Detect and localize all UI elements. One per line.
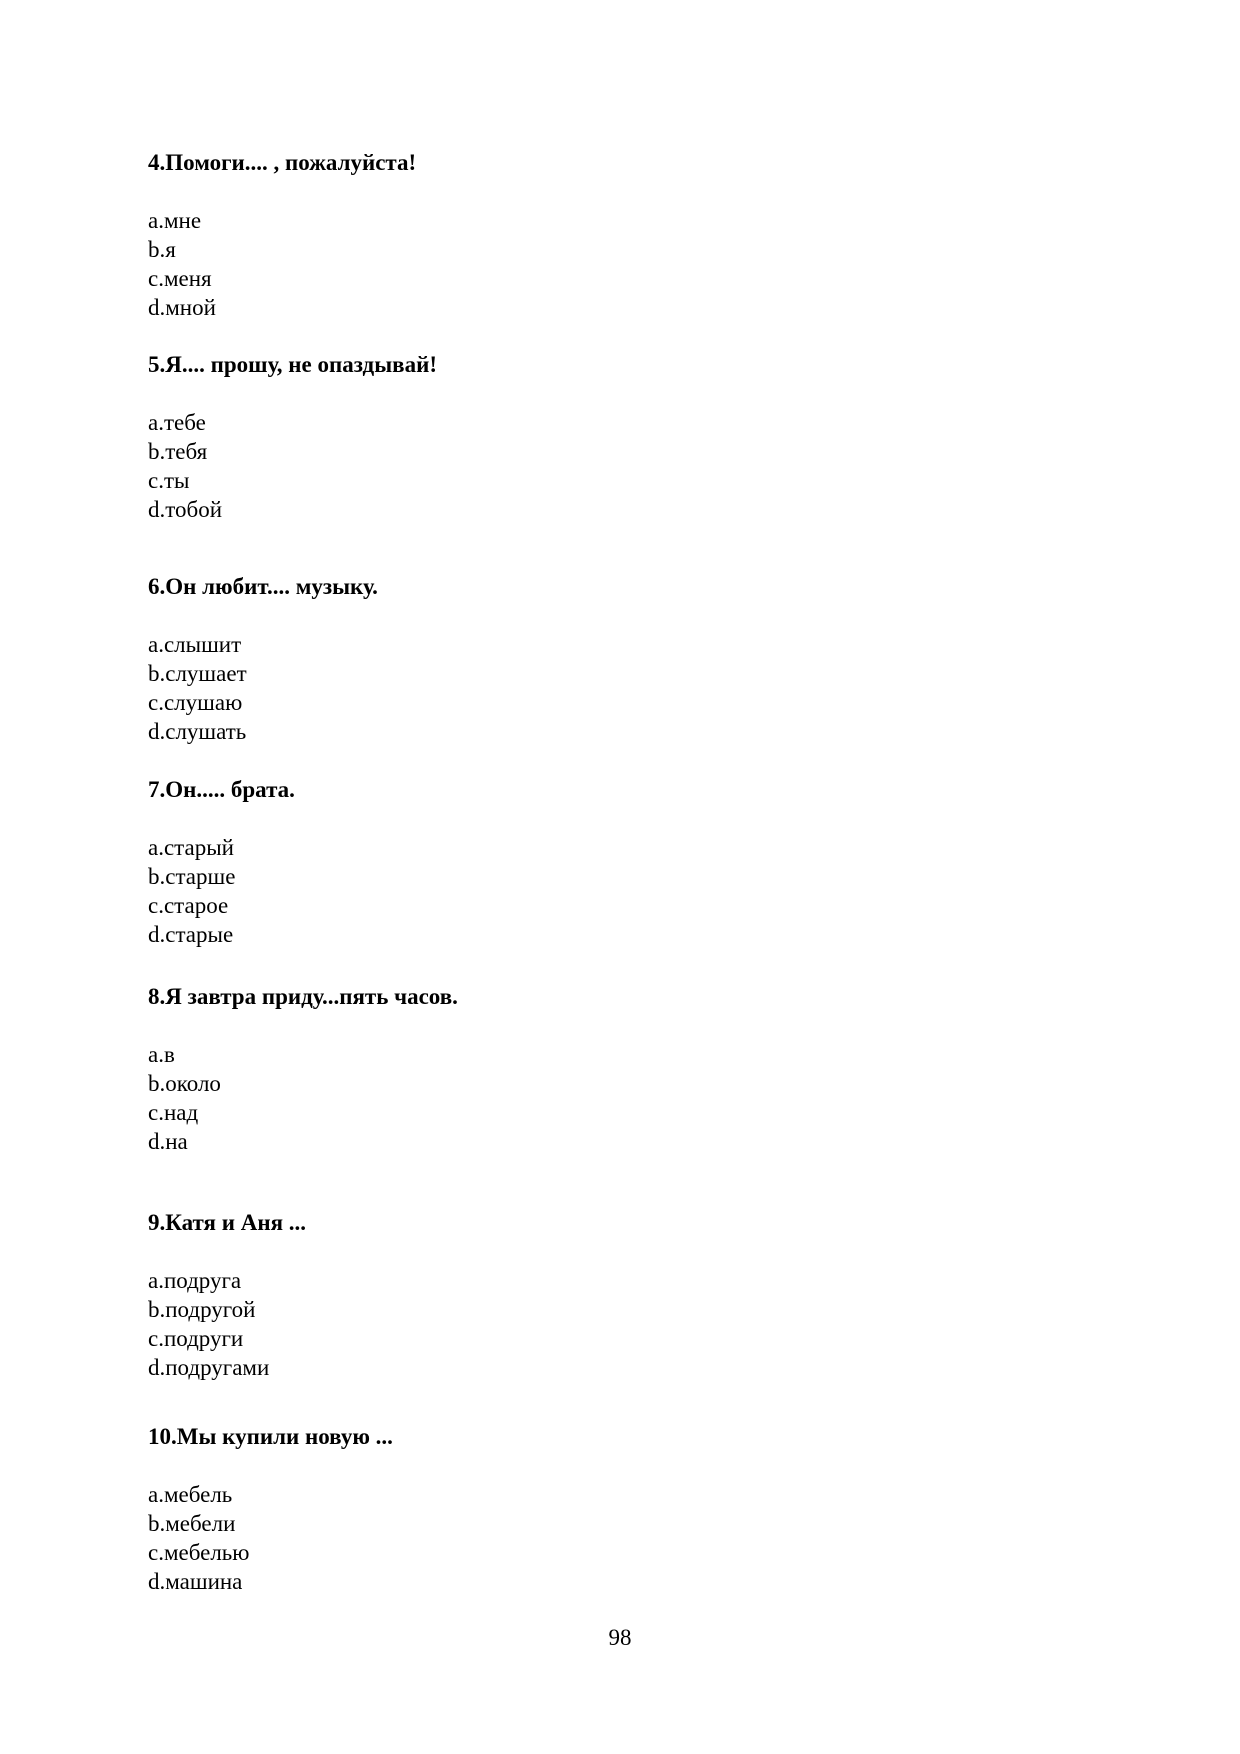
answer-options — [148, 1480, 249, 1596]
option-d: d.старые — [148, 922, 234, 947]
answer-options — [148, 1266, 269, 1382]
option-d: d.на — [148, 1129, 188, 1154]
question-title: 5.Я.... прошу, не опаздывай! — [148, 352, 437, 377]
option-b: b.слушает — [148, 661, 247, 686]
option-c: c.меня — [148, 266, 212, 291]
option-b: b.старше — [148, 864, 236, 889]
option-a: a.в — [148, 1042, 175, 1067]
page-number: 98 — [608, 1625, 632, 1650]
answer-options — [148, 408, 222, 524]
option-a: a.тебе — [148, 410, 206, 435]
option-a: a.подруга — [148, 1268, 242, 1293]
option-c: c.подруги — [148, 1326, 244, 1351]
option-d: d.подругами — [148, 1355, 270, 1380]
option-b: b.мебели — [148, 1511, 236, 1536]
option-b: b.около — [148, 1071, 221, 1096]
question-title: 9.Катя и Аня ... — [148, 1210, 307, 1235]
option-c: c.слушаю — [148, 690, 243, 715]
option-c: c.старое — [148, 893, 229, 918]
option-d: d.мной — [148, 295, 216, 320]
question-title: 7.Он..... брата. — [148, 777, 295, 802]
question-title: 4.Помоги.... , пожалуйста! — [148, 150, 417, 175]
option-b: b.подругой — [148, 1297, 256, 1322]
option-d: d.тобой — [148, 497, 223, 522]
option-a: a.мебель — [148, 1482, 233, 1507]
answer-options — [148, 206, 216, 322]
answer-options — [148, 1040, 221, 1156]
option-b: b.тебя — [148, 439, 208, 464]
question-title: 10.Мы купили новую ... — [148, 1424, 393, 1449]
answer-options — [148, 630, 247, 746]
option-b: b.я — [148, 237, 176, 262]
option-a: a.слышит — [148, 632, 242, 657]
option-c: c.ты — [148, 468, 190, 493]
option-c: c.мебелью — [148, 1540, 250, 1565]
option-a: a.мне — [148, 208, 202, 233]
answer-options — [148, 833, 235, 949]
option-a: a.старый — [148, 835, 234, 860]
question-title: 8.Я завтра приду...пять часов. — [148, 984, 458, 1009]
option-d: d.слушать — [148, 719, 247, 744]
option-d: d.машина — [148, 1569, 243, 1594]
option-c: c.над — [148, 1100, 199, 1125]
question-title: 6.Он любит.... музыку. — [148, 574, 378, 599]
